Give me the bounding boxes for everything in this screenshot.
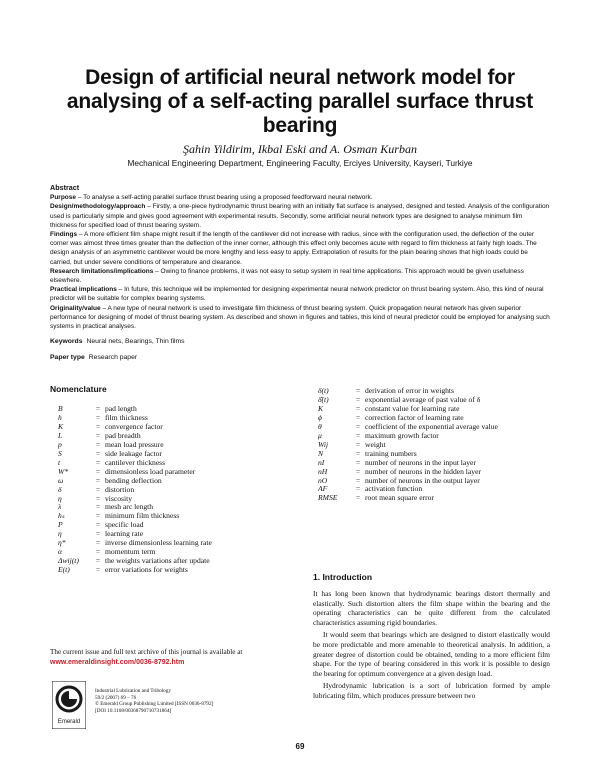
paper-type: Paper type Research paper bbox=[50, 354, 138, 361]
equals-sign: = bbox=[355, 412, 361, 422]
equals-sign: = bbox=[355, 448, 361, 458]
nomenclature-symbol: μ bbox=[318, 430, 322, 440]
equals-sign: = bbox=[95, 404, 101, 413]
archive-link[interactable]: www.emeraldinsight.com/0036-8792.htm bbox=[50, 658, 185, 666]
abstract bbox=[50, 183, 550, 331]
nomenclature-definition: activation function bbox=[365, 484, 423, 494]
equals-sign: = bbox=[95, 547, 101, 557]
abstract-practical: Practical implications – In future, this technique will be implemented for designing experimental neural network predictor on thrust bearing system. Also, this kind of neural predictor will be suitable for complex bearing systems. bbox=[50, 286, 544, 303]
nomenclature-row bbox=[318, 432, 498, 441]
page-number: 69 bbox=[295, 742, 305, 751]
equals-sign: = bbox=[95, 475, 101, 485]
nomenclature-symbol: p bbox=[58, 439, 62, 449]
nomenclature-definition: cantilever thickness bbox=[105, 457, 166, 467]
equals-sign: = bbox=[95, 430, 101, 440]
introduction-text bbox=[313, 589, 550, 704]
nomenclature-symbol: K bbox=[318, 403, 324, 413]
nomenclature-right-table bbox=[318, 387, 498, 503]
equals-sign: = bbox=[95, 565, 101, 575]
nomenclature-symbol: δ bbox=[58, 484, 62, 494]
nomenclature-definition: mean load pressure bbox=[105, 439, 164, 449]
nomenclature-definition: error variations for weights bbox=[105, 565, 188, 575]
equals-sign: = bbox=[95, 484, 101, 494]
nomenclature-definition: the weights variations after update bbox=[105, 556, 210, 566]
nomenclature-symbol: K bbox=[58, 421, 64, 431]
equals-sign: = bbox=[95, 511, 101, 521]
nomenclature-symbol: AF bbox=[318, 484, 328, 494]
authors: Şahin Yildirim, Ikbal Eski and A. Osman Kurban bbox=[183, 142, 417, 156]
intro-paragraph: It would seem that bearings which are designed to distort elastically would be more predictable and more amenable to theoretical analysis. In addition, a greater degree of distortion could be obtained, tending to a more efficient film shape. For the type of bearing considered in this work it is possible to design the bearing for optimum convergence at a given design load. bbox=[313, 630, 550, 678]
equals-sign: = bbox=[355, 430, 361, 440]
nomenclature-symbol: W* bbox=[58, 466, 69, 476]
equals-sign: = bbox=[355, 394, 361, 404]
nomenclature-definition: mesh arc length bbox=[105, 502, 154, 512]
nomenclature-definition: distortion bbox=[105, 484, 135, 494]
journal-info: Industrial Lubrication and Tribology 59/2 (2007) 69 – 76 © Emerald Group Publishing Limited [ISSN 0036-8792] [DOI 10.1108/00368790710731864] bbox=[95, 688, 214, 714]
nomenclature-symbol: δ̄(t) bbox=[318, 394, 329, 404]
nomenclature-definition: viscosity bbox=[105, 493, 133, 503]
nomenclature-symbol: Δwij(t) bbox=[58, 556, 79, 566]
nomenclature-definition: minimum film thickness bbox=[105, 511, 180, 521]
abstract-originality: Originality/value – A new type of neural network is used to investigate film thickness of thrust bearing system. Quick propagation neural network has given superior performance for designing of model of thrust bearing system. As described and shown in figures and tables, this kind of neural predictor could be employed for analysing such systems in practical analyses. bbox=[50, 304, 550, 331]
keywords: Keywords Neural nets, Bearings, Thin films bbox=[50, 338, 185, 345]
nomenclature-symbol: P bbox=[58, 520, 63, 530]
nomenclature-definition: momentum term bbox=[105, 547, 156, 557]
nomenclature-definition: inverse dimensionless learning rate bbox=[105, 538, 212, 548]
nomenclature-definition: maximum growth factor bbox=[365, 430, 439, 440]
nomenclature-symbol: nI bbox=[318, 457, 325, 467]
nomenclature-row bbox=[58, 566, 212, 575]
equals-sign: = bbox=[95, 457, 101, 467]
equals-sign: = bbox=[355, 403, 361, 413]
nomenclature-symbol: Wij bbox=[318, 439, 329, 449]
section-title: 1. Introduction bbox=[313, 572, 373, 582]
equals-sign: = bbox=[95, 556, 101, 566]
archive-note bbox=[50, 648, 285, 667]
nomenclature-symbol: N bbox=[318, 448, 324, 458]
equals-sign: = bbox=[95, 520, 101, 530]
paper-title: Design of artificial neural network model for analysing of a self-acting parallel surface thrust bearing bbox=[66, 66, 534, 137]
nomenclature-definition: number of neurons in the input layer bbox=[365, 457, 476, 467]
nomenclature-definition: derivation of error in weights bbox=[365, 386, 454, 395]
nomenclature-row bbox=[58, 477, 212, 486]
nomenclature-definition: convergence factor bbox=[105, 421, 163, 431]
abstract-design: Design/methodology/approach – Firstly, a one-piece hydrodynamic thrust bearing with an initially flat surface is analysed, designed and tested. Analysis of the configuration used is particularly simple and gives good agreement with experimental results. Secondly, some artificial neural network types are designed to analyse minimum film thickness for specified load of thrust bearing system. bbox=[50, 203, 550, 229]
abstract-limitations: Research limitations/implications – Owing to finance problems, it was not easy to setup system in real time applications. This approach would be given usefulness elsewhere. bbox=[50, 267, 524, 285]
nomenclature-definition: dimensionless load parameter bbox=[105, 466, 196, 476]
nomenclature-symbol: nO bbox=[318, 475, 328, 485]
nomenclature-definition: number of neurons in the hidden layer bbox=[365, 466, 481, 476]
abstract-heading: Abstract bbox=[50, 183, 80, 192]
nomenclature-definition: film thickness bbox=[105, 412, 148, 422]
affiliation: Mechanical Engineering Department, Engineering Faculty, Erciyes University, Kayseri, Turkiye bbox=[127, 158, 473, 168]
nomenclature-symbol: α bbox=[58, 547, 62, 557]
equals-sign: = bbox=[355, 421, 361, 431]
equals-sign: = bbox=[95, 448, 101, 458]
equals-sign: = bbox=[95, 538, 101, 548]
nomenclature-symbol: hₛ bbox=[58, 511, 65, 521]
nomenclature-symbol: δ(t) bbox=[318, 386, 329, 395]
nomenclature-definition: number of neurons in the output layer bbox=[365, 475, 480, 485]
nomenclature-symbol: h bbox=[58, 412, 62, 422]
nomenclature-definition: bending deflection bbox=[105, 475, 162, 485]
abstract-findings: Findings – A more efficient film shape might result if the length of the cantilever did not increase with radius, since with the configuration used, the deflection of the outer corner was almost three times greater than the deflection of the inner corner, although this effect only becomes acute with regard to film thickness at fairly high loads. The design analysis of an asymmetric cantilever would be more lengthy and less easy to apply. Extrapolation of results for the plain bearing shows that high loads could be carried, but under severe conditions of temperature and clearance. bbox=[50, 231, 537, 266]
equals-sign: = bbox=[95, 529, 101, 539]
equals-sign: = bbox=[355, 386, 361, 395]
equals-sign: = bbox=[95, 502, 101, 512]
nomenclature-definition: learning rate bbox=[105, 529, 144, 539]
nomenclature-left-table bbox=[58, 405, 212, 575]
nomenclature-symbol: B bbox=[58, 404, 63, 413]
equals-sign: = bbox=[95, 421, 101, 431]
nomenclature-symbol: S bbox=[58, 448, 62, 458]
equals-sign: = bbox=[95, 493, 101, 503]
equals-sign: = bbox=[355, 457, 361, 467]
equals-sign: = bbox=[355, 484, 361, 494]
equals-sign: = bbox=[355, 439, 361, 449]
nomenclature-definition: pad breadth bbox=[105, 430, 141, 440]
nomenclature-definition: side leakage factor bbox=[105, 448, 162, 458]
equals-sign: = bbox=[355, 493, 361, 503]
archive-text: The current issue and full text archive of this journal is available at bbox=[50, 648, 243, 656]
nomenclature-definition: coefficient of the exponential average value bbox=[365, 421, 498, 431]
nomenclature-definition: pad length bbox=[105, 404, 137, 413]
nomenclature-symbol: RMSE bbox=[318, 493, 338, 503]
nomenclature-symbol: ω bbox=[58, 475, 64, 485]
equals-sign: = bbox=[95, 439, 101, 449]
svg-text:Emerald: Emerald bbox=[57, 719, 81, 725]
nomenclature-definition: exponential average of past value of δ bbox=[365, 394, 481, 404]
nomenclature-definition: correction factor of learning rate bbox=[365, 412, 464, 422]
equals-sign: = bbox=[355, 475, 361, 485]
nomenclature-symbol: η bbox=[58, 529, 62, 539]
intro-paragraph: Hydrodynamic lubrication is a sort of lubrication formed by ample lubricating film, which produces pressure between two bbox=[313, 681, 550, 700]
nomenclature-row bbox=[318, 494, 498, 503]
nomenclature-title: Nomenclature bbox=[50, 384, 107, 394]
nomenclature-symbol: η bbox=[58, 493, 62, 503]
nomenclature-definition: specific load bbox=[105, 520, 144, 530]
emerald-logo bbox=[52, 681, 86, 729]
intro-paragraph: It has long been known that hydrodynamic bearings distort thermally and elastically. Such distortion alters the film shape within the bearing and the operating characteristics can be quite different from the calculated characteristics assuming rigid boundaries. bbox=[313, 589, 550, 627]
nomenclature-symbol: t bbox=[58, 457, 61, 467]
nomenclature-definition: constant value for learning rate bbox=[365, 403, 460, 413]
equals-sign: = bbox=[95, 466, 101, 476]
abstract-purpose: Purpose – To analyse a self-acting parallel surface thrust bearing using a proposed feedforward neural network. bbox=[50, 194, 373, 202]
nomenclature-symbol: θ bbox=[318, 421, 322, 431]
equals-sign: = bbox=[95, 412, 101, 422]
nomenclature-symbol: η* bbox=[58, 538, 66, 548]
nomenclature-definition: training numbers bbox=[365, 448, 417, 458]
nomenclature-definition: weight bbox=[365, 439, 386, 449]
nomenclature-symbol: λ bbox=[58, 502, 62, 512]
nomenclature-symbol: ϕ bbox=[318, 412, 322, 422]
nomenclature-symbol: E(t) bbox=[58, 565, 70, 575]
nomenclature-definition: root mean square error bbox=[365, 493, 434, 503]
equals-sign: = bbox=[355, 466, 361, 476]
nomenclature-symbol: nH bbox=[318, 466, 328, 476]
nomenclature-row bbox=[58, 486, 212, 495]
nomenclature-symbol: L bbox=[58, 430, 63, 440]
